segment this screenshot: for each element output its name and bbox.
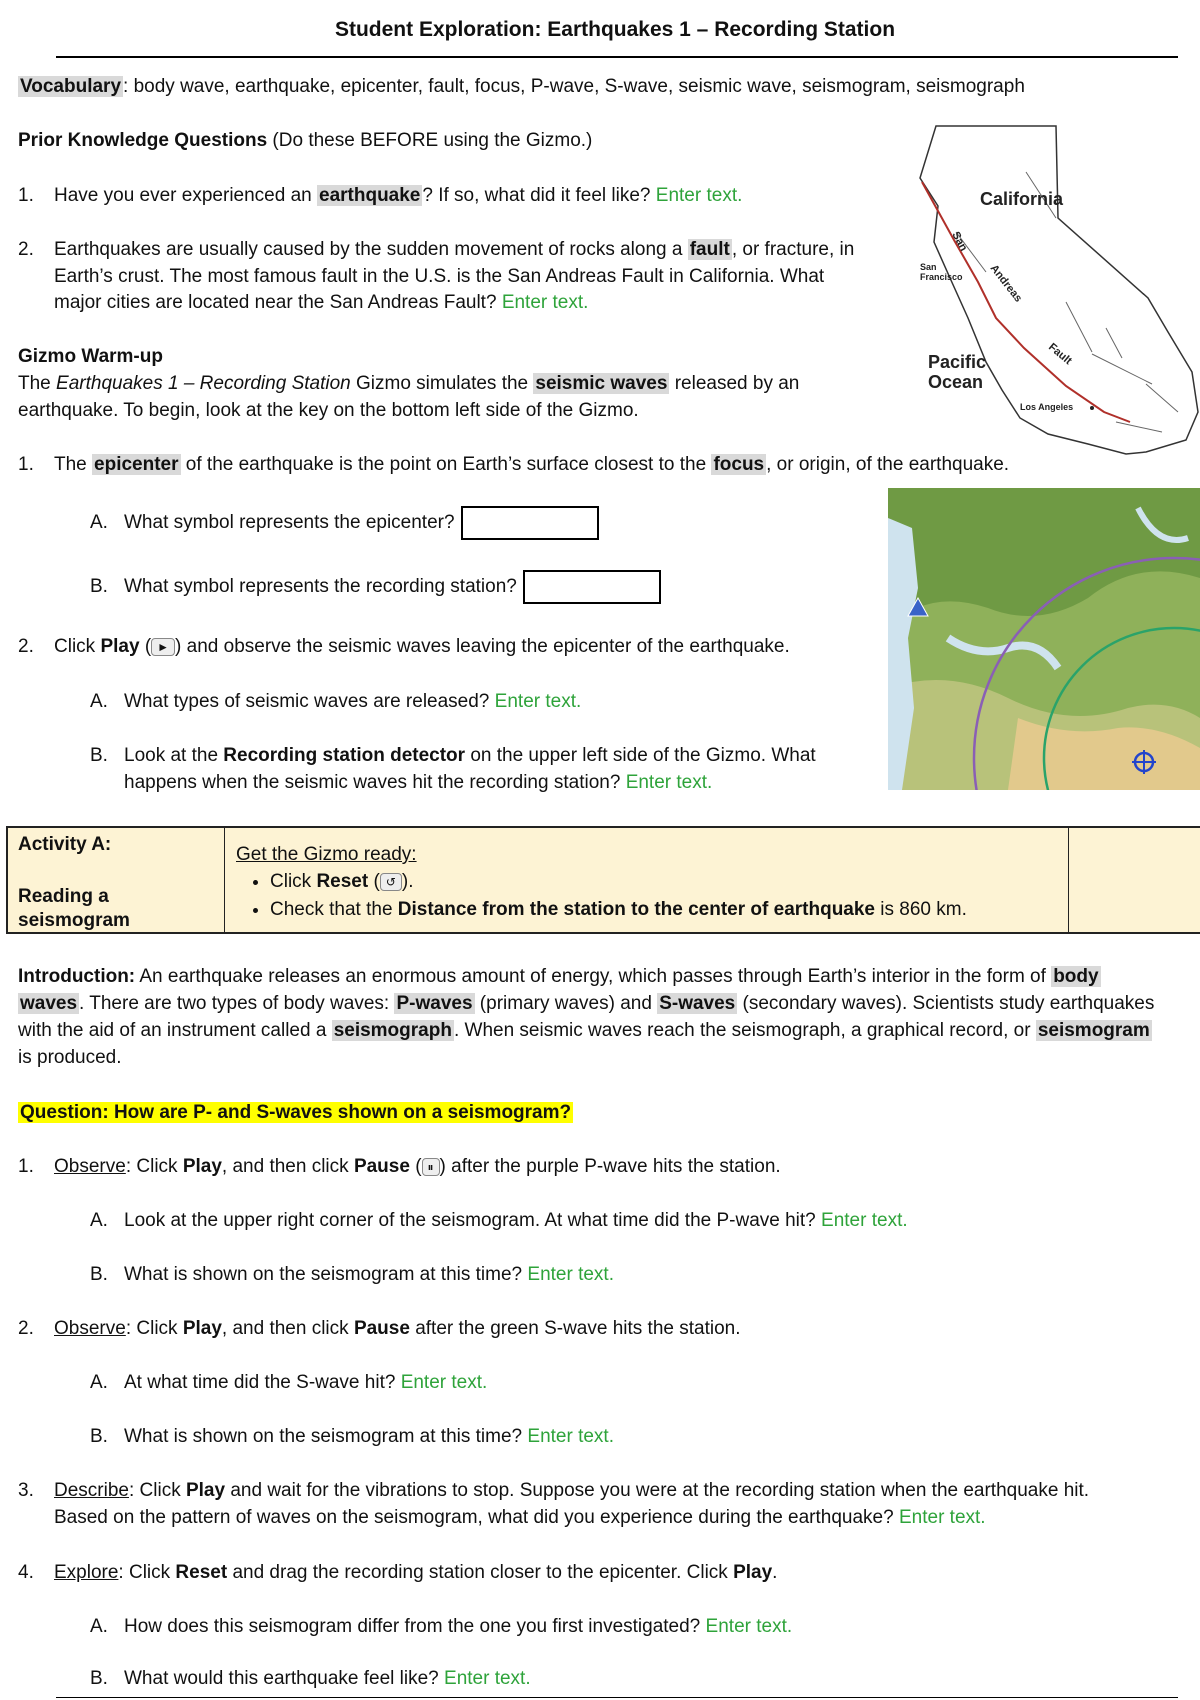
vocabulary-terms: : body wave, earthquake, epicenter, fault, focus, P-wave, S-wave, seismic wave, seismogram, seismograph [123, 76, 1025, 97]
warmup-q2b-answer-field[interactable]: Enter text. [625, 772, 713, 793]
warmup-q1 [18, 452, 1009, 478]
ocean-label-line2: Ocean [928, 372, 984, 392]
q-letter: B. [90, 1668, 108, 1689]
q-letter: A. [90, 512, 108, 534]
step-label: Explore [54, 1562, 119, 1583]
q-text: , or origin, of the earthquake. [766, 454, 1010, 475]
ocean-label: Pacific [928, 352, 987, 372]
describe-3-answer-field[interactable]: Enter text. [898, 1507, 986, 1528]
step-label: Describe [54, 1480, 129, 1501]
step-label: Observe [54, 1318, 126, 1339]
city-sf-label: San [920, 262, 937, 272]
observe-1b: B. What is shown on the seismogram at this time? Enter text. [90, 1262, 614, 1288]
vocab-term: focus [713, 454, 765, 475]
vocab-term: fault [689, 239, 730, 260]
fault-label-san: San [949, 229, 970, 254]
warmup-q1a [90, 506, 599, 540]
q-text: What types of seismic waves are released? [124, 691, 495, 712]
intro-label: Introduction: [18, 966, 136, 987]
q-number: 1. [18, 185, 34, 206]
text: (primary waves) and [474, 993, 658, 1014]
observe-2a: A. At what time did the S-wave hit? Enter text. [90, 1370, 487, 1396]
step-reset: • Click Reset ( ↺ ). [270, 868, 967, 896]
observe-1b-answer-field[interactable]: Enter text. [527, 1264, 614, 1285]
q-number: 1. [18, 454, 34, 475]
warmup-q2b-line1 [90, 743, 816, 769]
play-icon: ► [151, 638, 175, 656]
activity-divider-right [1068, 828, 1069, 932]
q-text: ) and observe the seismic waves leaving the epicenter of the earthquake. [175, 636, 790, 657]
vocab-term: waves [20, 993, 78, 1014]
vocab-term: epicenter [94, 454, 179, 475]
california-map [916, 122, 1200, 458]
play-label: Play [733, 1562, 773, 1583]
q-text: Click [54, 636, 101, 657]
activity-a-box [6, 826, 1200, 934]
text: released by an [669, 373, 800, 394]
step-label: Observe [54, 1156, 126, 1177]
q-letter: B. [90, 1264, 108, 1285]
city-la-dot [1090, 406, 1094, 410]
intro-line1 [18, 964, 1101, 990]
observe-2b: B. What is shown on the seismogram at this time? Enter text. [90, 1424, 614, 1450]
explore-4: 4. Explore: Click Reset and drag the recording station closer to the epicenter. Click Play. [18, 1560, 777, 1586]
q-text: on the upper left side of the Gizmo. What [465, 745, 816, 766]
q-text: ? If so, what did it feel like? [422, 185, 656, 206]
warmup-q2a-answer-field[interactable]: Enter text. [494, 691, 582, 712]
text: Gizmo simulates the [350, 373, 534, 394]
observe-2b-answer-field[interactable]: Enter text. [527, 1426, 614, 1447]
q-letter: A. [90, 1210, 108, 1231]
q-bold: Recording station detector [223, 745, 466, 766]
q-letter: B. [90, 1426, 108, 1447]
vocab-term: seismograph [333, 1020, 452, 1041]
gizmo-terrain-map [888, 488, 1200, 790]
warmup-heading: Gizmo Warm-up [18, 346, 163, 367]
intro-line2 [18, 991, 1154, 1017]
prior-q2-answer-field[interactable]: Enter text. [501, 292, 589, 313]
text: An earthquake releases an enormous amount of energy, which passes through Earth’s interior in the form of [135, 966, 1052, 987]
warmup-q2b-line2 [124, 770, 712, 796]
vocab-term: seismogram [1037, 1020, 1150, 1041]
intro-line3 [18, 1018, 1152, 1044]
q-letter: A. [90, 1616, 108, 1637]
observe-1: 1. Observe: Click Play, and then click Pause ( ⏸ ) after the purple P-wave hits the station. [18, 1154, 781, 1180]
distance-label: Distance from the station to the center of earthquake [397, 899, 875, 920]
footer-rule [56, 1697, 1178, 1698]
q-text: The [54, 454, 93, 475]
observe-1a: A. Look at the upper right corner of the seismogram. At what time did the P-wave hit? Enter text. [90, 1208, 908, 1234]
observe-1a-answer-field[interactable]: Enter text. [821, 1210, 908, 1231]
vocabulary-label: Vocabulary [20, 76, 122, 97]
q-letter: B. [90, 745, 108, 766]
explore-4a: A. How does this seismogram differ from the one you first investigated? Enter text. [90, 1614, 792, 1640]
q-text: Earthquakes are usually caused by the sudden movement of rocks along a [54, 239, 688, 260]
vocab-term: P-waves [396, 993, 473, 1014]
warmup-line2: earthquake. To begin, look at the key on the bottom left side of the Gizmo. [18, 400, 639, 421]
observe-2: 2. Observe: Click Play, and then click Pause after the green S-wave hits the station. [18, 1316, 741, 1342]
q-letter: A. [90, 1372, 108, 1393]
q-text: Have you ever experienced an [54, 185, 317, 206]
play-label: Play [182, 1156, 222, 1177]
prior-q2-line1 [18, 237, 854, 263]
step-distance: • Check that the Distance from the station to the center of earthquake is 860 km. [270, 896, 967, 924]
warmup-q1b [90, 570, 661, 604]
play-label: Play [185, 1480, 226, 1501]
pause-label: Pause [353, 1318, 410, 1339]
warmup-line1 [18, 371, 799, 397]
q-text: major cities are located near the San Andreas Fault? [54, 292, 502, 313]
play-label: Play [100, 636, 140, 657]
fault-label-fault: Fault [1046, 341, 1074, 368]
city-la-label: Los Angeles [1020, 402, 1074, 412]
q-text: happens when the seismic waves hit the recording station? [124, 772, 626, 793]
pause-label: Pause [353, 1156, 410, 1177]
warmup-q2a [90, 689, 581, 715]
page-title: Student Exploration: Earthquakes 1 – Recording Station [334, 18, 896, 41]
reset-label: Reset [316, 871, 369, 892]
q-text: of the earthquake is the point on Earth’s surface closest to the [180, 454, 712, 475]
city-sf-label-line2: Francisco [920, 272, 963, 282]
activity-subtitle-1: Reading a [18, 886, 109, 907]
activity-steps [224, 868, 967, 924]
title-rule [56, 56, 1178, 58]
q-text: Look at the [124, 745, 224, 766]
vocab-term: S-waves [659, 993, 736, 1014]
explore-4b: B. What would this earthquake feel like? Enter text. [90, 1666, 531, 1692]
q-letter: B. [90, 576, 108, 598]
vocabulary-line [18, 74, 1025, 100]
prior-q2-line2: Earth’s crust. The most famous fault in the U.S. is the San Andreas Fault in California. What [54, 266, 825, 287]
text: . There are two types of body waves: [79, 993, 395, 1014]
intro-line4: is produced. [18, 1047, 122, 1068]
reset-label: Reset [175, 1562, 228, 1583]
text: . When seismic waves reach the seismograph, a graphical record, or [453, 1020, 1036, 1041]
q-text: What symbol represents the recording station? [124, 576, 517, 598]
key-question: Question: How are P- and S-waves shown on a seismogram? [20, 1102, 572, 1123]
vocab-term: body [1053, 966, 1099, 987]
fault-label-andreas: Andreas [987, 262, 1025, 305]
prior-q1 [18, 183, 742, 209]
prior-knowledge-heading [18, 128, 592, 154]
q-letter: A. [90, 691, 108, 712]
explore-4b-answer-field[interactable]: Enter text. [444, 1668, 531, 1689]
pause-icon: ⏸ [422, 1158, 440, 1176]
prior-q1-answer-field[interactable]: Enter text. [655, 185, 743, 206]
describe-3-line2: Based on the pattern of waves on the seismogram, what did you experience during the earthquake? Enter text. [54, 1507, 986, 1528]
text: (secondary waves). Scientists study earthquakes [737, 993, 1155, 1014]
activity-label: Activity A: [18, 834, 112, 855]
q-number: 3. [18, 1480, 34, 1501]
prior-note: (Do these BEFORE using the Gizmo.) [267, 130, 593, 151]
q-number: 1. [18, 1156, 34, 1177]
q-text: , or fracture, in [731, 239, 855, 260]
prior-heading-text: Prior Knowledge Questions [18, 130, 268, 151]
question-line [18, 1100, 573, 1126]
epicenter-symbol-answer-box[interactable] [461, 506, 599, 540]
explore-4a-answer-field[interactable]: Enter text. [705, 1616, 793, 1637]
vocab-term: seismic waves [535, 373, 668, 394]
text: with the aid of an instrument called a [18, 1020, 332, 1041]
q-text: What symbol represents the epicenter? [124, 512, 455, 534]
q-number: 2. [18, 636, 34, 657]
q-number: 4. [18, 1562, 34, 1583]
q-number: 2. [18, 1318, 34, 1339]
text: The [18, 373, 57, 394]
gizmo-name: Earthquakes 1 – Recording Station [56, 373, 351, 394]
q-number: 2. [18, 239, 34, 260]
gizmo-ready-heading: Get the Gizmo ready: [236, 844, 417, 865]
state-label: California [980, 189, 1064, 209]
reset-icon: ↺ [380, 873, 402, 891]
play-label: Play [182, 1318, 222, 1339]
activity-subtitle-2: seismogram [18, 910, 130, 931]
warmup-q2: 2. Click Play ( ► ) and observe the seismic waves leaving the epicenter of the earthquake. [18, 634, 790, 660]
vocab-term: earthquake [319, 185, 421, 206]
observe-2a-answer-field[interactable]: Enter text. [400, 1372, 488, 1393]
prior-q2-line3 [54, 290, 588, 316]
station-symbol-answer-box[interactable] [523, 570, 661, 604]
describe-3-line1: 3. Describe: Click Play and wait for the vibrations to stop. Suppose you were at the recording station when the earthquake hit. [18, 1478, 1089, 1504]
